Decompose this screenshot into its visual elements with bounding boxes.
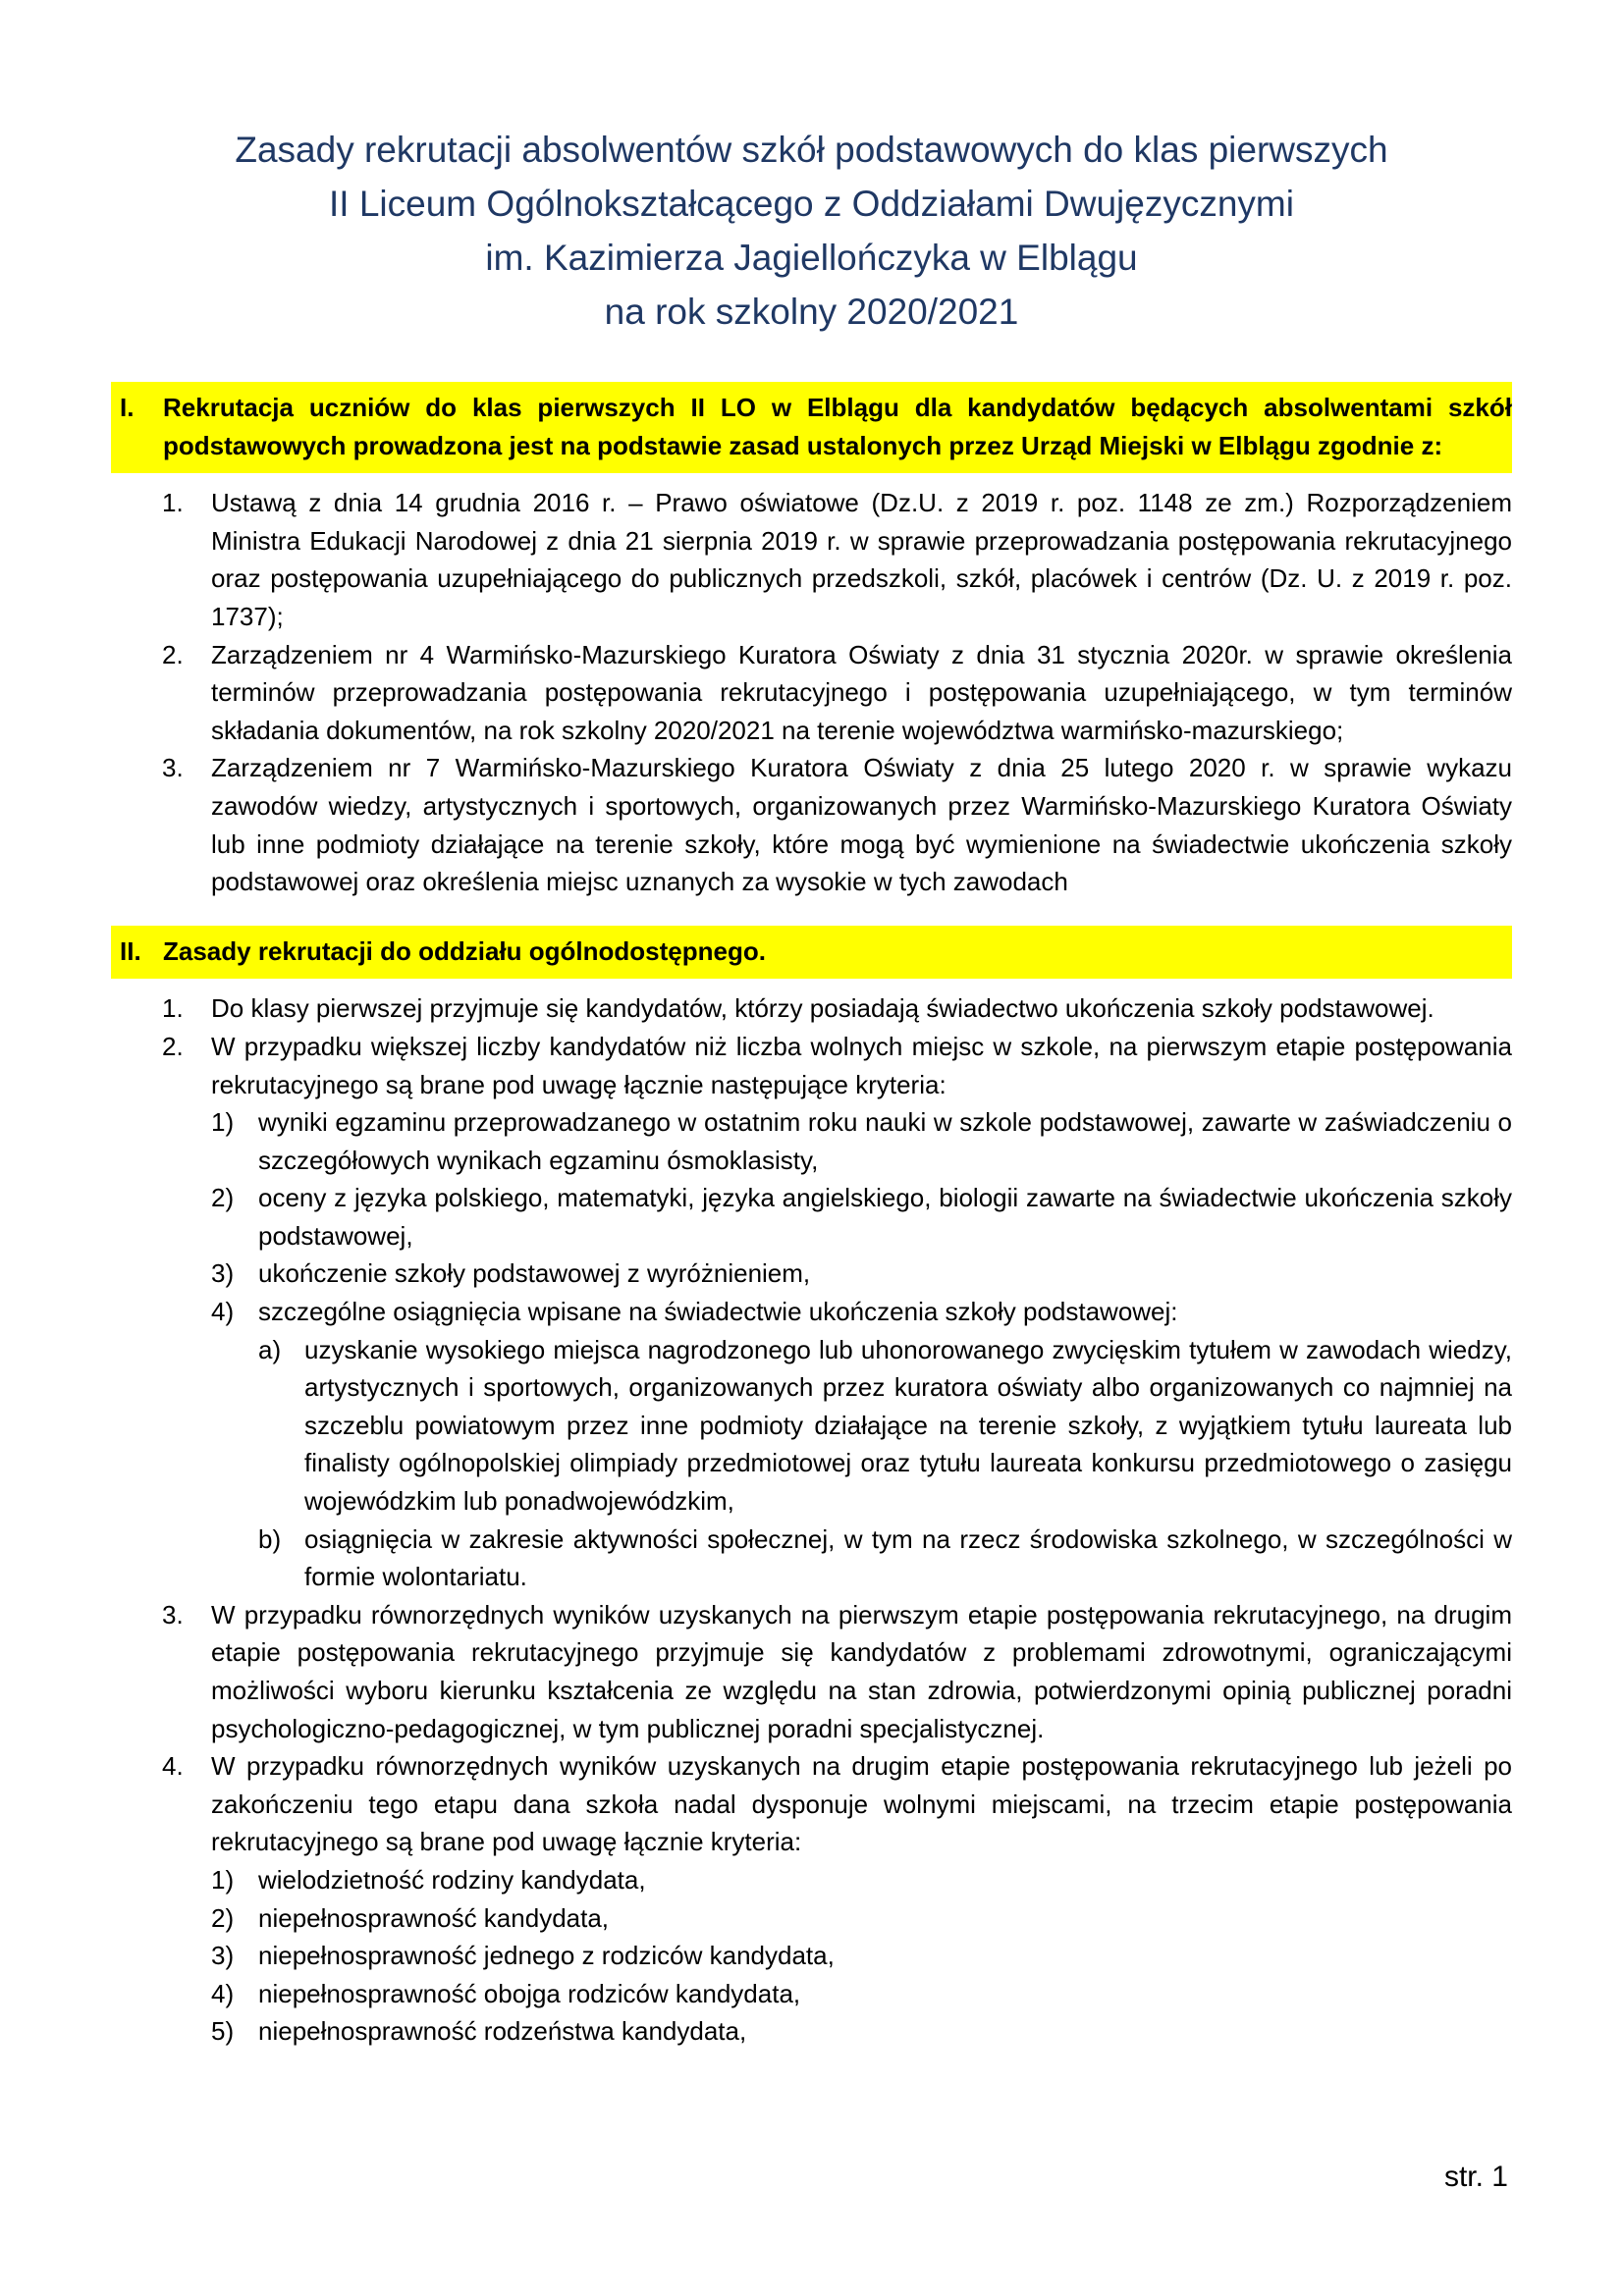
- sub-list-item: [211, 1861, 1512, 1899]
- item-text: Do klasy pierwszej przyjmuje się kandydatów, którzy posiadają świadectwo ukończenia szkoły podstawowej.: [211, 993, 1434, 1024]
- item-text: Ustawą z dnia 14 grudnia 2016 r. – Prawo oświatowe (Dz.U. z 2019 r. poz. 1148 ze zm.) Rozporządzeniem Ministra Edukacji Narodowej z dnia 21 sierpnia 2019 r. w sprawie przeprowadzania postępowania rekrutacyjnego oraz postępowania uzupełniającego do publicznych przedszkoli, szkół, placówek i centrów (Dz. U. z 2019 r. poz. 1737);: [211, 488, 1512, 631]
- item-text: W przypadku równorzędnych wyników uzyskanych na drugim etapie postępowania rekrutacyjnego lub jeżeli po zakończeniu tego etapu dana szkoła nadal dysponuje wolnymi miejscami, na trzecim etapie postępowania rekrutacyjnego są brane pod uwagę łącznie kryteria:: [211, 1751, 1512, 1857]
- sub-list-item: [211, 1103, 1512, 1179]
- section-2-heading-text: Zasady rekrutacji do oddziału ogólnodostępnego.: [163, 935, 766, 966]
- sub-item-text: wielodzietność rodziny kandydata,: [258, 1864, 646, 1895]
- title-line-3: im. Kazimierza Jagiellończyka w Elblągu: [485, 238, 1138, 278]
- sub-item-number: 3): [211, 1941, 235, 1971]
- section-1-numeral: I.: [120, 393, 135, 422]
- list-item: [111, 749, 1512, 900]
- sub-item-text: szczególne osiągnięcia wpisane na świadectwie ukończenia szkoły podstawowej:: [258, 1297, 1178, 1327]
- sub-item-text: niepełnosprawność obojga rodziców kandydata,: [258, 1978, 801, 2008]
- list-item: [111, 636, 1512, 750]
- sub-list-item: [211, 2012, 1512, 2051]
- sub-item-text: ukończenie szkoły podstawowej z wyróżnieniem,: [258, 1258, 811, 1289]
- item-text: Zarządzeniem nr 7 Warmińsko-Mazurskiego Kuratora Oświaty z dnia 25 lutego 2020 r. w sprawie wykazu zawodów wiedzy, artystycznych i sportowych, organizowanych przez Warmińsko-Mazurskiego Kuratora Oświaty lub inne podmioty działające na terenie szkoły, które mogą być wymienione na świadectwie ukończenia szkoły podstawowej oraz określenia miejsc uznanych za wysokie w tych zawodach: [211, 753, 1512, 897]
- sub-item-text: wyniki egzaminu przeprowadzanego w ostatnim roku nauki w szkole podstawowej, zawarte w zaświadczeniu o szczegółowych wynikach egzaminu ósmoklasisty,: [258, 1107, 1512, 1175]
- page-number: str. 1: [1443, 2161, 1508, 2193]
- section-1-heading-text: Rekrutacja uczniów do klas pierwszych II LO w Elblągu dla kandydatów będących absolwentami szkół podstawowych prowadzona jest na podstawie zasad ustalonych przez Urząd Miejski w Elblągu zgodnie z:: [163, 393, 1512, 460]
- section-2-items: [111, 989, 1512, 2051]
- item-text: W przypadku większej liczby kandydatów niż liczba wolnych miejsc w szkole, na pierwszym etapie postępowania rekrutacyjnego są brane pod uwagę łącznie następujące kryteria:: [211, 1031, 1512, 1099]
- item-number: 4.: [162, 1751, 184, 1782]
- item-number: 1.: [162, 993, 184, 1024]
- sub-sub-item-text: uzyskanie wysokiego miejsca nagrodzonego lub uhonorowanego zwycięskim tytułem w zawodach wiedzy, artystycznych i sportowych, organizowanych przez kuratora oświaty albo organizowanych co najmniej na szczeblu powiatowym przez inne podmioty działające na terenie szkoły, z wyjątkiem tytułu laureata lub finalisty ogólnopolskiej olimpiady przedmiotowej oraz tytułu laureata konkursu przedmiotowego o zasięgu wojewódzkim lub ponadwojewódzkim,: [304, 1334, 1512, 1517]
- section-1-heading: [111, 382, 1512, 473]
- sub-list-item: [211, 1937, 1512, 1975]
- sub-list-item: [211, 1255, 1512, 1293]
- sub-list-item: [211, 1293, 1512, 1596]
- list-item: [111, 989, 1512, 1028]
- sub-list-item: [211, 1975, 1512, 2013]
- sub-item-text: niepełnosprawność rodzeństwa kandydata,: [258, 2016, 747, 2047]
- sub-item-number: 1): [211, 1107, 235, 1138]
- sub-item-text: oceny z języka polskiego, matematyki, języka angielskiego, biologii zawarte na świadectwie ukończenia szkoły podstawowej,: [258, 1183, 1512, 1251]
- sub-item-number: 1): [211, 1864, 235, 1895]
- sub-sub-item-letter: a): [258, 1334, 282, 1364]
- section-1: [111, 382, 1512, 901]
- item-number: 2.: [162, 1031, 184, 1061]
- item-text: W przypadku równorzędnych wyników uzyskanych na pierwszym etapie postępowania rekrutacyjnego, na drugim etapie postępowania rekrutacyjnego przyjmuje się kandydatów z problemami zdrowotnymi, ograniczającymi możliwości wyboru kierunku kształcenia ze względu na stan zdrowia, potwierdzonymi opinią publicznej poradni psychologiczno-pedagogicznej, w tym publicznej poradni specjalistycznej.: [211, 1599, 1512, 1743]
- section-2-numeral: II.: [120, 935, 141, 966]
- list-item: [111, 1747, 1512, 2051]
- section-2-heading: [111, 926, 1512, 980]
- item-number: 1.: [162, 488, 184, 518]
- item-number: 3.: [162, 1599, 184, 1629]
- list-item: [111, 1028, 1512, 1596]
- sub-item-number: 2): [211, 1902, 235, 1933]
- sub-item-text: niepełnosprawność kandydata,: [258, 1902, 610, 1933]
- sub-item-number: 5): [211, 2016, 235, 2047]
- sub-sub-item-text: osiągnięcia w zakresie aktywności społecznej, w tym na rzecz środowiska szkolnego, w szczególności w formie wolontariatu.: [304, 1523, 1512, 1592]
- sub-list-item: [211, 1899, 1512, 1938]
- sub-sub-item-letter: b): [258, 1523, 282, 1554]
- title-line-4: na rok szkolny 2020/2021: [604, 292, 1019, 332]
- sub-sub-list-item: [258, 1521, 1512, 1596]
- sub-item-number: 4): [211, 1297, 235, 1327]
- list-item: [111, 1596, 1512, 1747]
- item-number: 3.: [162, 753, 184, 783]
- document-title: [111, 123, 1512, 339]
- sub-item-number: 2): [211, 1183, 235, 1213]
- section-1-items: [111, 484, 1512, 901]
- section-2: [111, 926, 1512, 2051]
- item-number: 2.: [162, 639, 184, 669]
- sub-sub-list-item: [258, 1331, 1512, 1521]
- title-line-1: Zasady rekrutacji absolwentów szkół podstawowych do klas pierwszych: [235, 130, 1388, 170]
- item-text: Zarządzeniem nr 4 Warmińsko-Mazurskiego Kuratora Oświaty z dnia 31 stycznia 2020r. w sprawie określenia terminów przeprowadzania postępowania rekrutacyjnego i postępowania uzupełniającego, w tym terminów składania dokumentów, na rok szkolny 2020/2021 na terenie województwa warmińsko-mazurskiego;: [211, 639, 1512, 745]
- list-item: [111, 484, 1512, 635]
- sub-item-number: 4): [211, 1978, 235, 2008]
- sub-list-item: [211, 1179, 1512, 1255]
- sub-item-number: 3): [211, 1258, 235, 1289]
- title-line-2: II Liceum Ogólnokształcącego z Oddziałami Dwujęzycznymi: [329, 184, 1294, 224]
- sub-item-text: niepełnosprawność jednego z rodziców kandydata,: [258, 1941, 835, 1971]
